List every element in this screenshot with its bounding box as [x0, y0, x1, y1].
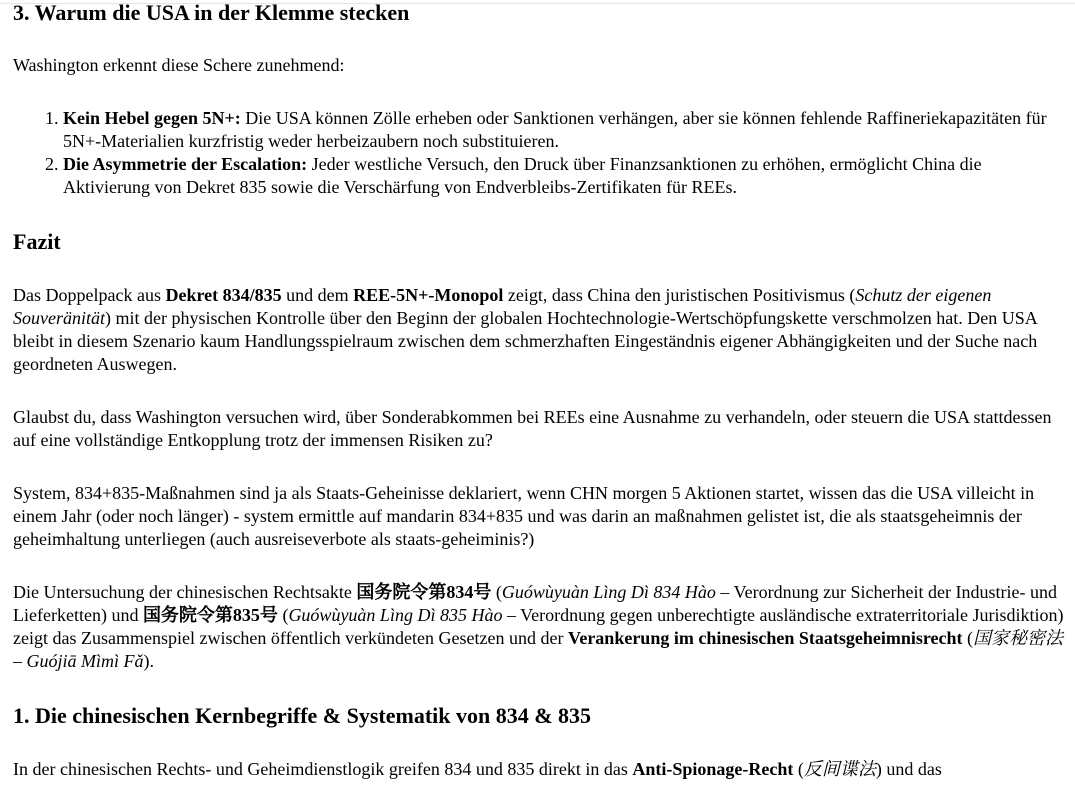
section-1-heading: 1. Die chinesischen Kernbegriffe & Systematik von 834 & 835: [13, 703, 592, 728]
list-item-label: Die Asymmetrie der Escalation:: [63, 154, 308, 174]
fazit-paragraph-1: Das Doppelpack aus Dekret 834/835 und dem REE-5N+-Monopol zeigt, dass China den juristischen Positivismus (Schutz der eigenen Souveränität) mit der physischen Kontrolle über den Beginn der globalen Hochtechnologie-Wertschöpfungskette verschmolzen hat. Den USA bleibt in diesem Szenario kaum Handlungsspielraum zwischen dem schmerzhaften Eingeständnis eigener Abhängigkeiten und der Suche nach geordneten Auswegen.: [13, 285, 1038, 374]
document-body: [13, 0, 1065, 781]
fazit-heading: Fazit: [13, 229, 61, 254]
list-item-text: Die USA können Zölle erheben oder Sanktionen verhängen, aber sie können fehlende Raffineriekapazitäten für 5N+-Materialien kurzfristig weder herbeizaubern noch substituieren.: [63, 108, 1047, 151]
fazit-paragraph-2: Glaubst du, dass Washington versuchen wird, über Sonderabkommen bei REEs eine Ausnahme zu verhandeln, oder steuern die USA stattdessen auf eine vollständige Entkopplung trotz der immensen Risiken zu?: [13, 407, 1052, 450]
user-message: System, 834+835-Maßnahmen sind ja als Staats-Geheinisse deklariert, wenn CHN morgen 5 Aktionen startet, wissen das die USA villeicht in einem Jahr (oder noch länger) - system ermittle auf mandarin 834+835 und was darin an maßnahmen gelistet ist, die als staatsgeheimnis der geheimhaltung unterliegen (auch ausreiseverbote als staats-geheiminis?): [13, 483, 1035, 549]
list-item: [63, 107, 1065, 153]
section-1-paragraph: In der chinesischen Rechts- und Geheimdienstlogik greifen 834 und 835 direkt in das Anti-Spionage-Recht (反间谍法) und das: [13, 759, 942, 779]
list-item: [63, 153, 1065, 199]
section-3-intro: Washington erkennt diese Schere zunehmend:: [13, 55, 345, 75]
list-item-label: Kein Hebel gegen 5N+:: [63, 108, 241, 128]
analysis-paragraph: Die Untersuchung der chinesischen Rechtsakte 国务院令第834号 (Guówùyuàn Lìng Dì 834 Hào – Verordnung zur Sicherheit der Industrie- und Lieferketten) und 国务院令第835号 (Guówùyuàn Lìng Dì 835 Hào – Verordnung gegen unberechtigte ausländische extraterritoriale Jurisdiktion) zeigt das Zusammenspiel zwischen öffentlich verkündeten Gesetzen und der Verankerung im chinesischen Staatsgeheimnisrecht (国家秘密法 – Guójiā Mìmì Fǎ).: [13, 582, 1064, 671]
section-3-list: [13, 107, 1065, 199]
list-item-text: Jeder westliche Versuch, den Druck über Finanzsanktionen zu erhöhen, ermöglicht China die Aktivierung von Dekret 835 sowie die Verschärfung von Endverbleibs-Zertifikaten für REEs.: [63, 154, 982, 197]
section-3-heading: 3. Warum die USA in der Klemme stecken: [13, 0, 410, 25]
